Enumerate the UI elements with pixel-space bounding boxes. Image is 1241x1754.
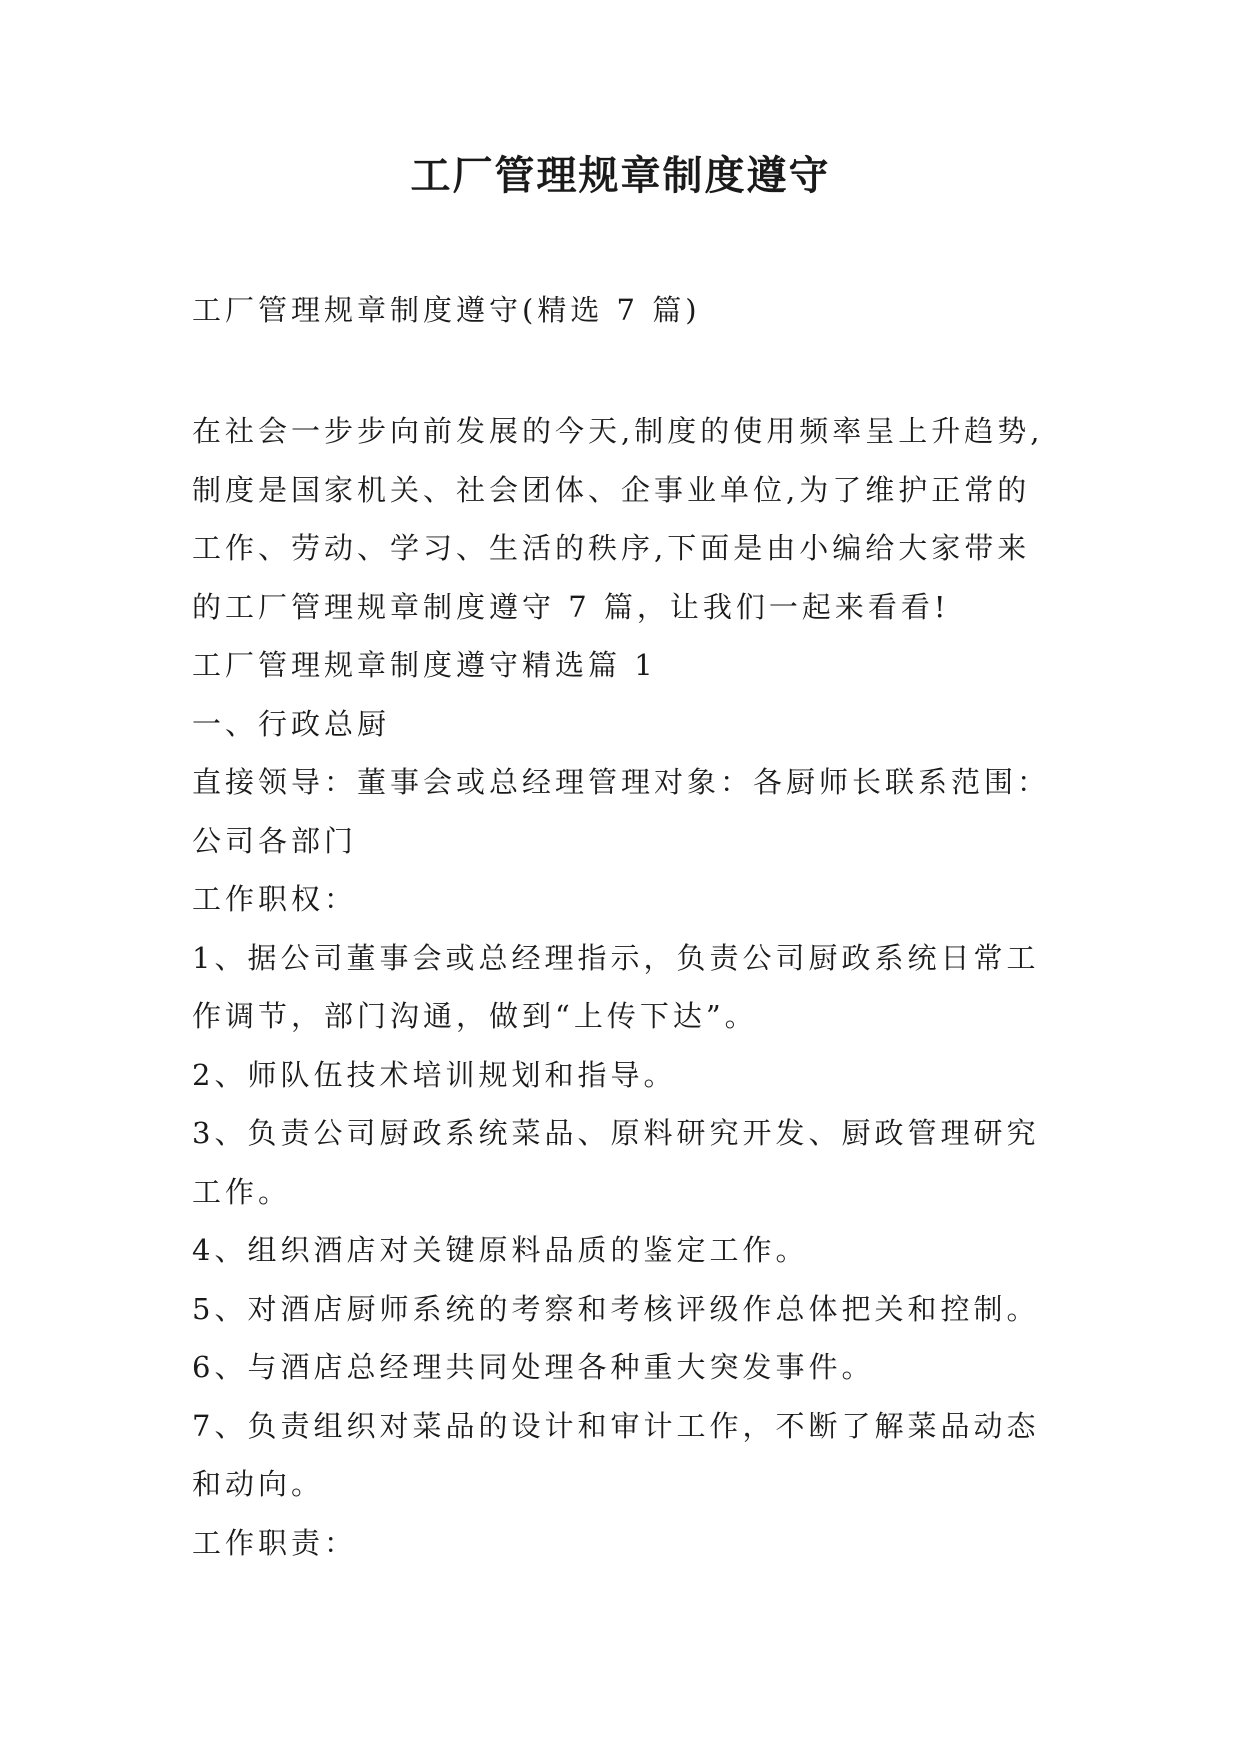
document-subtitle: 工厂管理规章制度遵守(精选 7 篇) (192, 293, 701, 327)
list-item: 6、与酒店总经理共同处理各种重大突发事件。 (192, 1350, 875, 1384)
body-line: 工作职责： (192, 1525, 358, 1560)
body-line: 工作职权： (192, 882, 358, 916)
list-item: 和动向。 (192, 1467, 325, 1501)
body-line: 制度是国家机关、社会团体、企事业单位,为了维护正常的 (192, 472, 1031, 507)
list-item: 作调节，部门沟通，做到“上传下达”。 (192, 999, 758, 1033)
list-item: 工作。 (192, 1174, 292, 1209)
list-item: 1、据公司董事会或总经理指示，负责公司厨政系统日常工 (192, 940, 1040, 975)
list-item: 3、负责公司厨政系统菜品、原料研究开发、厨政管理研究 (192, 1116, 1040, 1150)
list-item: 7、负责组织对菜品的设计和审计工作，不断了解菜品动态 (192, 1408, 1040, 1443)
body-line: 公司各部门 (192, 823, 358, 858)
list-item: 2、师队伍技术培训规划和指导。 (192, 1057, 677, 1092)
list-item: 5、对酒店厨师系统的考察和考核评级作总体把关和控制。 (192, 1291, 1040, 1326)
document-title: 工厂管理规章制度遵守 (410, 153, 831, 199)
document-body (192, 402, 1062, 1572)
list-item: 4、组织酒店对关键原料品质的鉴定工作。 (192, 1233, 809, 1267)
body-line: 工作、劳动、学习、生活的秩序,下面是由小编给大家带来 (192, 531, 1031, 565)
body-line: 一、行政总厨 (192, 706, 391, 741)
body-line: 在社会一步步向前发展的今天,制度的使用频率呈上升趋势, (192, 414, 1044, 448)
section-heading: 工厂管理规章制度遵守精选篇 1 (192, 648, 657, 682)
body-line: 直接领导：董事会或总经理管理对象：各厨师长联系范围： (192, 765, 1051, 799)
body-line: 的工厂管理规章制度遵守 7 篇，让我们一起来看看! (192, 589, 950, 624)
